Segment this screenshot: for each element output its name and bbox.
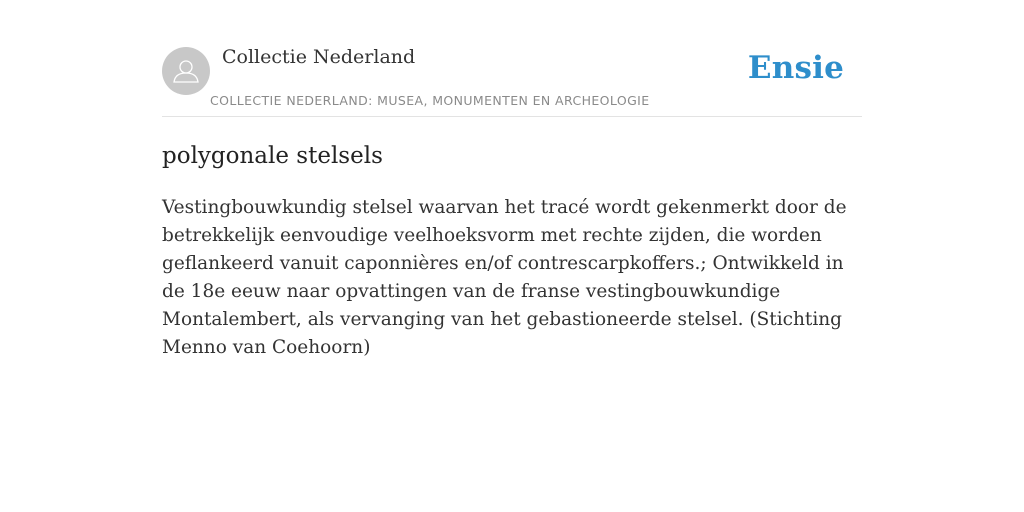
user-silhouette-icon xyxy=(162,47,210,95)
entry-definition: Vestingbouwkundig stelsel waarvan het tracé wordt gekenmerkt door de betrekkelijk eenvoudige veelhoeksvorm met rechte zijden, die worden geflankeerd vanuit caponnières en/of contrescarpkoffers.; Ontwikkeld in de 18e eeuw naar opvattingen van de franse vestingbouwkundige Montalembert, als vervanging van het gebastioneerde stelsel. (Stichting Menno van Coehoorn) xyxy=(162,197,847,358)
collection-name[interactable]: COLLECTIE NEDERLAND: MUSEA, MONUMENTEN EN ARCHEOLOGIE xyxy=(210,93,650,108)
entry-title: polygonale stelsels xyxy=(162,143,383,169)
author-avatar[interactable] xyxy=(162,47,210,95)
author-name[interactable]: Collectie Nederland xyxy=(222,46,416,68)
entry-card xyxy=(162,0,862,362)
ensie-logo[interactable]: Ensie xyxy=(747,50,844,86)
entry-header xyxy=(162,0,862,117)
